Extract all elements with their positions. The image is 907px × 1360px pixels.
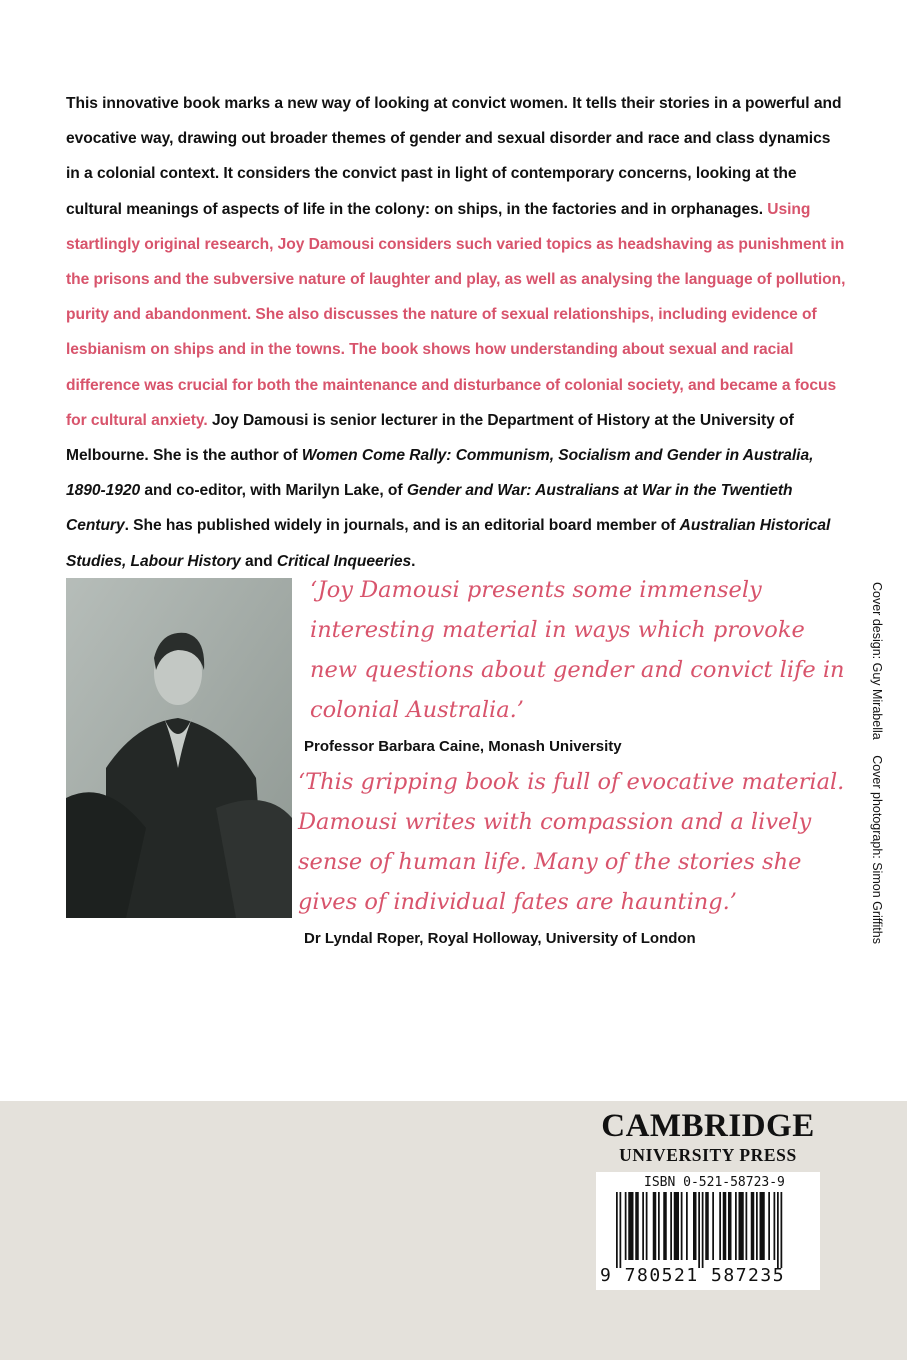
review-quotes <box>298 570 858 950</box>
book-title-2: Gender and War: Australians at War in the Twentieth Century <box>66 482 793 535</box>
author-bio-4: and <box>240 552 277 570</box>
cover-credits <box>870 582 884 944</box>
journal-title-1: Australian Historical Studies, Labour History <box>66 517 831 570</box>
author-bio-3: . She has published widely in journals, and is an editorial board member of <box>124 517 680 535</box>
barcode-digits: 9 780521 587235 <box>600 1265 786 1286</box>
blurb-highlight: Using startlingly original research, Joy Damousi considers such varied topics as headshaving as punishment in the prisons and the subversive nature of laughter and play, as well as analysing the language of pollution, purity and abandonment. She also discusses the nature of sexual relationships, including evidence of lesbianism on ships and in the towns. The book shows how understanding about sexual and racial difference was crucial for both the maintenance and disturbance of colonial society, and became a focus for cultural anxiety. <box>66 200 846 429</box>
barcode-icon <box>608 1192 808 1268</box>
review-attribution-2: Dr Lyndal Roper, Royal Holloway, University of London <box>304 930 696 947</box>
cover-photograph <box>66 578 292 918</box>
barcode-panel <box>596 1172 820 1290</box>
review-quote-1: ‘Joy Damousi presents some immensely interesting material in ways which provoke new questions about gender and convict life in colonial Australia.’ <box>310 577 845 723</box>
back-cover-blurb <box>66 86 846 579</box>
publisher-name: CAMBRIDGE <box>601 1108 815 1144</box>
blurb-intro: This innovative book marks a new way of looking at convict women. It tells their stories in a powerful and evocative way, drawing out broader themes of gender and sexual disorder and race and class dynamics in a colonial context. It considers the convict past in light of contemporary concerns, looking at the cultural meanings of aspects of life in the colony: on ships, in the factories and in orphanages. <box>66 95 842 218</box>
review-quote-2: ‘This gripping book is full of evocative material. Damousi writes with compassion and a lively sense of human life. Many of the stories she gives of individual fates are haunting.’ <box>298 769 845 915</box>
review-attribution-1: Professor Barbara Caine, Monash University <box>304 738 622 755</box>
book-title-1: Women Come Rally: Communism, Socialism and Gender in Australia, 1890-1920 <box>66 447 814 500</box>
cover-design-credit: Cover design: Guy Mirabella <box>870 582 884 740</box>
cover-photo-credit: Cover photograph: Simon Griffiths <box>870 755 884 944</box>
publisher-logo <box>596 1106 820 1164</box>
author-bio-1: Joy Damousi is senior lecturer in the Department of History at the University of Melbourne. She is the author of <box>66 411 794 465</box>
author-bio-2: and co-editor, with Marilyn Lake, of <box>140 482 407 500</box>
author-bio-5: . <box>411 552 416 570</box>
publisher-subtitle: UNIVERSITY PRESS <box>619 1145 797 1165</box>
isbn-label: ISBN 0-521-58723-9 <box>644 1175 785 1190</box>
journal-title-2: Critical Inqueeries <box>276 552 412 570</box>
